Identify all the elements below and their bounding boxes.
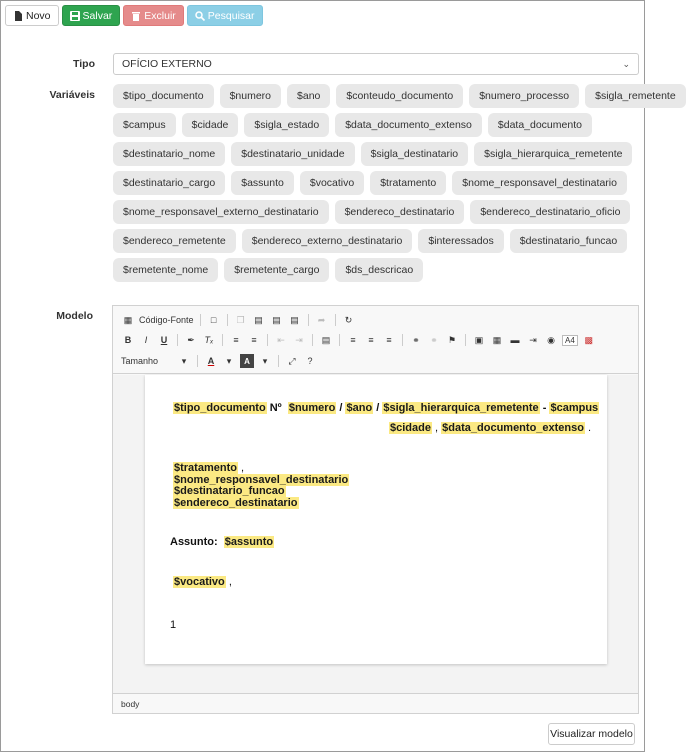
doc-date-line bbox=[389, 422, 591, 434]
image-icon[interactable]: ▣ bbox=[474, 334, 484, 345]
doc-dash: - bbox=[542, 402, 547, 414]
tipo-label: Tipo bbox=[73, 58, 95, 70]
source-code-icon: ▦ bbox=[123, 314, 133, 325]
var-ano: $ano bbox=[346, 402, 373, 414]
toolbar-divider bbox=[312, 334, 313, 346]
doc-address-block bbox=[173, 463, 349, 509]
variable-chip[interactable]: $sigla_hierarquica_remetente bbox=[474, 142, 632, 166]
variable-chip[interactable]: $sigla_destinatario bbox=[361, 142, 469, 166]
trash-icon bbox=[131, 11, 141, 21]
toolbar-divider bbox=[278, 355, 279, 367]
search-button-label: Pesquisar bbox=[207, 9, 255, 22]
doc-comma: , bbox=[435, 422, 439, 434]
numbered-list-icon[interactable]: ≡ bbox=[233, 335, 239, 345]
show-blocks-icon[interactable]: ◉ bbox=[547, 334, 555, 345]
file-icon bbox=[13, 11, 23, 21]
var-endereco-destinatario: $endereco_destinatario bbox=[174, 496, 298, 509]
variable-chip[interactable]: $numero_processo bbox=[469, 84, 579, 108]
variables-row bbox=[113, 258, 643, 282]
new-page-icon[interactable]: □ bbox=[210, 315, 217, 325]
variables-row bbox=[113, 84, 676, 108]
save-icon bbox=[70, 11, 80, 21]
delete-button-label: Excluir bbox=[144, 9, 176, 22]
doc-assunto-line bbox=[170, 536, 274, 548]
table-icon[interactable]: ▦ bbox=[492, 334, 502, 345]
action-toolbar bbox=[5, 5, 263, 26]
var-tipo-documento: $tipo_documento bbox=[174, 402, 266, 414]
variable-chip[interactable]: $sigla_estado bbox=[244, 113, 329, 137]
variable-chip[interactable]: $ano bbox=[287, 84, 330, 108]
editor-content-area[interactable] bbox=[113, 375, 638, 693]
variable-chip[interactable]: $endereco_destinatario_oficio bbox=[470, 200, 630, 224]
new-button[interactable] bbox=[5, 5, 59, 26]
spellcheck-icon[interactable]: ▩ bbox=[584, 334, 594, 345]
chevron-down-icon: ▾ bbox=[226, 355, 232, 366]
var-tratamento: $tratamento bbox=[174, 462, 237, 474]
chevron-down-icon: ⌄ bbox=[622, 58, 630, 69]
clear-format-icon[interactable]: Tₓ bbox=[204, 335, 214, 345]
doc-body-text: 1 bbox=[170, 619, 177, 631]
variable-chip[interactable]: $endereco_destinatario bbox=[335, 200, 465, 224]
save-button[interactable] bbox=[62, 5, 121, 26]
variable-chip[interactable]: $interessados bbox=[418, 229, 503, 253]
page-break-icon[interactable]: ⇥ bbox=[529, 334, 537, 345]
align-right-icon[interactable]: ≡ bbox=[368, 335, 374, 345]
editor-toolbar bbox=[113, 306, 638, 374]
variables-row bbox=[113, 113, 643, 137]
variable-chip[interactable]: $cidade bbox=[182, 113, 239, 137]
var-destinatario-funcao: $destinatario_funcao bbox=[174, 485, 285, 497]
bullet-list-icon[interactable]: ≡ bbox=[251, 335, 257, 345]
horizontal-rule-icon[interactable]: ▬ bbox=[510, 335, 520, 345]
variables-row bbox=[113, 200, 643, 224]
doc-vocativo-line bbox=[173, 576, 232, 588]
toolbar-divider bbox=[339, 334, 340, 346]
variable-chip[interactable]: $remetente_nome bbox=[113, 258, 218, 282]
modelo-label: Modelo bbox=[56, 310, 93, 322]
variable-chip[interactable]: $destinatario_cargo bbox=[113, 171, 225, 195]
var-assunto: $assunto bbox=[224, 536, 274, 548]
format-paint-icon[interactable]: ✒ bbox=[187, 334, 195, 345]
search-icon bbox=[195, 11, 205, 21]
var-vocativo: $vocativo bbox=[174, 576, 225, 588]
search-button[interactable] bbox=[187, 5, 263, 26]
doc-number-sign: Nº bbox=[269, 402, 282, 414]
unlink-icon[interactable]: ⚭ bbox=[430, 334, 438, 345]
italic-icon[interactable]: I bbox=[144, 335, 148, 345]
new-button-label: Novo bbox=[26, 9, 51, 22]
about-icon[interactable]: ? bbox=[307, 356, 313, 366]
variable-chip[interactable]: $assunto bbox=[231, 171, 294, 195]
link-icon[interactable]: ⚭ bbox=[412, 334, 420, 345]
chevron-down-icon: ▾ bbox=[181, 355, 187, 366]
underline-icon[interactable]: U bbox=[160, 335, 168, 345]
variables-row bbox=[113, 142, 643, 166]
var-campus: $campus bbox=[550, 402, 599, 414]
paste-word-icon[interactable]: ▤ bbox=[290, 314, 299, 325]
div-icon[interactable]: ▤ bbox=[321, 334, 331, 345]
doc-comma: , bbox=[241, 462, 245, 474]
doc-assunto-label: Assunto: bbox=[170, 536, 218, 548]
variables-row bbox=[113, 171, 643, 195]
replace-icon[interactable]: ↻ bbox=[344, 314, 353, 325]
variable-chip[interactable]: $nome_responsavel_externo_destinatario bbox=[113, 200, 329, 224]
save-button-label: Salvar bbox=[82, 9, 113, 22]
variable-chip[interactable]: $tratamento bbox=[370, 171, 446, 195]
tipo-select[interactable] bbox=[113, 53, 639, 75]
a4-page-button[interactable]: A4 bbox=[562, 335, 578, 346]
doc-period: . bbox=[588, 422, 592, 434]
variable-chip[interactable]: $conteudo_documento bbox=[336, 84, 463, 108]
variable-chip[interactable]: $vocativo bbox=[300, 171, 364, 195]
variable-chip[interactable]: $destinatario_funcao bbox=[510, 229, 628, 253]
delete-button[interactable] bbox=[123, 5, 184, 26]
variable-chip[interactable]: $remetente_cargo bbox=[224, 258, 329, 282]
toolbar-divider bbox=[402, 334, 403, 346]
paste-icon[interactable]: ▤ bbox=[254, 314, 263, 325]
variable-chip[interactable]: $endereco_externo_destinatario bbox=[242, 229, 413, 253]
variable-chip[interactable]: $ds_descricao bbox=[335, 258, 423, 282]
text-color-icon[interactable]: A bbox=[207, 356, 215, 366]
variable-chip[interactable]: $data_documento bbox=[488, 113, 592, 137]
variables-list bbox=[113, 84, 676, 287]
var-nome-responsavel-destinatario: $nome_responsavel_destinatario bbox=[174, 473, 349, 486]
variable-chip[interactable]: $tipo_documento bbox=[113, 84, 214, 108]
toolbar-divider bbox=[335, 314, 336, 326]
variable-chip[interactable]: $data_documento_extenso bbox=[335, 113, 482, 137]
toolbar-divider bbox=[177, 334, 178, 346]
tipo-select-value: OFÍCIO EXTERNO bbox=[122, 58, 212, 70]
editor-status-path[interactable]: body bbox=[113, 693, 638, 713]
indent-icon[interactable]: ⇥ bbox=[295, 334, 303, 345]
rich-text-editor bbox=[112, 305, 639, 714]
var-data-documento-extenso: $data_documento_extenso bbox=[442, 422, 584, 434]
toolbar-divider bbox=[222, 334, 223, 346]
source-code-button[interactable]: Código-Fonte bbox=[139, 315, 194, 325]
doc-slash: / bbox=[376, 402, 380, 414]
variable-chip[interactable]: $sigla_remetente bbox=[585, 84, 686, 108]
outdent-icon[interactable]: ⇤ bbox=[277, 334, 285, 345]
paste-text-icon[interactable]: ▤ bbox=[272, 314, 281, 325]
background-color-icon[interactable]: A bbox=[240, 354, 254, 368]
copy-icon[interactable]: ❐ bbox=[236, 314, 245, 325]
doc-slash: / bbox=[339, 402, 343, 414]
toolbar-divider bbox=[308, 314, 309, 326]
chevron-down-icon: ▾ bbox=[262, 355, 268, 366]
font-size-select[interactable]: Tamanho bbox=[121, 356, 159, 366]
doc-header-line bbox=[173, 402, 599, 414]
toolbar-divider bbox=[465, 334, 466, 346]
variable-chip[interactable]: $nome_responsavel_destinatario bbox=[452, 171, 627, 195]
variaveis-label: Variáveis bbox=[49, 89, 95, 101]
var-sigla-hierarquica-remetente: $sigla_hierarquica_remetente bbox=[383, 402, 539, 414]
document-page[interactable] bbox=[145, 375, 607, 664]
align-center-icon[interactable]: ≡ bbox=[350, 335, 356, 345]
preview-model-button[interactable]: Visualizar modelo bbox=[548, 723, 635, 745]
var-cidade: $cidade bbox=[390, 422, 431, 434]
toolbar-divider bbox=[197, 355, 198, 367]
variables-row bbox=[113, 229, 643, 253]
variable-chip[interactable]: $campus bbox=[113, 113, 176, 137]
toolbar-divider bbox=[267, 334, 268, 346]
redo-icon[interactable]: ➦ bbox=[317, 314, 326, 325]
align-justify-icon[interactable]: ≡ bbox=[386, 335, 392, 345]
var-numero: $numero bbox=[288, 402, 336, 414]
variable-chip[interactable]: $numero bbox=[220, 84, 281, 108]
anchor-flag-icon[interactable]: ⚑ bbox=[447, 334, 457, 345]
toolbar-divider bbox=[227, 314, 228, 326]
bold-icon[interactable]: B bbox=[124, 335, 132, 345]
variable-chip[interactable]: $endereco_remetente bbox=[113, 229, 236, 253]
variable-chip[interactable]: $destinatario_unidade bbox=[231, 142, 354, 166]
doc-comma: , bbox=[228, 576, 232, 588]
maximize-icon[interactable]: ⤢ bbox=[288, 355, 296, 366]
variable-chip[interactable]: $destinatario_nome bbox=[113, 142, 225, 166]
toolbar-divider bbox=[200, 314, 201, 326]
